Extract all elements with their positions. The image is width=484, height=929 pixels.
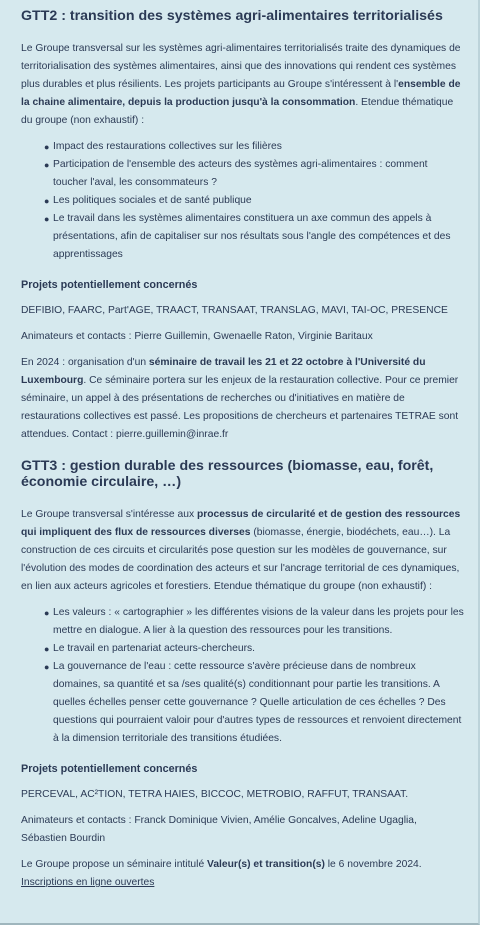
gtt2-section [0, 0, 478, 444]
list-item: ● Participation de l'ensemble des acteurs des systèmes agri-alimentaires : comment toucher l'aval, les consommateurs ? [53, 156, 464, 192]
list-item: ● Le travail en partenariat acteurs-chercheurs. [53, 640, 464, 658]
bullet-icon: ● [44, 662, 50, 672]
list-item: ● Le travail dans les systèmes alimentaires constituera un axe commun des appels à présentations, afin de capitaliser sur nos résultats sous l'angle des compétences et des apprentissages [53, 210, 464, 264]
gtt2-intro-text: Le Groupe transversal sur les systèmes agri-alimentaires territorialisés traite des dynamiques de territorialisation des systèmes alimentaires, ainsi que des innovations qui rendent ces systèmes plus durables et plus résilients. Les projets participants au Groupe s'intéressent à l' [21, 43, 461, 90]
gtt2-contacts: Animateurs et contacts : Pierre Guillemin, Gwenaelle Raton, Virginie Baritaux [21, 331, 373, 342]
list-item: ● La gouvernance de l'eau : cette ressource s'avère précieuse dans de nombreux domaines, sa quantité et sa /ses qualité(s) conditionnant pour partie les transitions. A quelles échelles penser cette gouvernance ? Quelle articulation de ces échelles ? Des questions qui pourraient valoir pour d'autres types de ressources et renvoient directement à la dimension territoriale des transitions étudiées. [53, 658, 464, 748]
bullet-icon: ● [44, 142, 50, 152]
gtt2-seminar-emphasis: séminaire de travail les 21 et 22 octobre à l'Université du Luxembourg [21, 357, 426, 386]
gtt2-topics-list [21, 138, 464, 264]
bullet-icon: ● [44, 608, 50, 618]
gtt3-seminar-emphasis: Valeur(s) et transition(s) [207, 859, 325, 870]
gtt3-contacts: Animateurs et contacts : Franck Dominique Vivien, Amélie Goncalves, Adeline Ugaglia, Sébastien Bourdin [21, 815, 417, 844]
gtt2-seminar: En 2024 : organisation d'un séminaire de travail les 21 et 22 octobre à l'Université du Luxembourg. Ce séminaire portera sur les enjeux de la restauration collective. Pour ce premier séminaire, un appel à des présentations de recherches ou d'initiatives en matière de restaurations collectives est passé. Les propositions de chercheurs et partenaires TETRAE sont attendues. Contact : pierre.guillemin@inrae.fr [21, 357, 459, 440]
gtt3-registration [21, 874, 464, 892]
gtt3-topics-list [21, 604, 464, 748]
gtt2-intro-emphasis: ensemble de la chaine alimentaire, depuis la production jusqu'à la consommation [21, 79, 461, 108]
bullet-icon: ● [44, 214, 50, 224]
list-item: ● Les valeurs : « cartographier » les différentes visions de la valeur dans les projets pour les mettre en dialogue. A lier à la question des ressources pour les transitions. [53, 604, 464, 640]
gtt3-projects-heading: Projets potentiellement concernés [21, 763, 198, 775]
gtt3-projects-list: PERCEVAL, AC²TION, TETRA HAIES, BICCOC, METROBIO, RAFFUT, TRANSAAT. [21, 789, 409, 800]
registration-link[interactable]: Inscriptions en ligne ouvertes [21, 877, 155, 888]
gtt3-title: GTT3 : gestion durable des ressources (biomasse, eau, forêt, économie circulaire, …) [21, 458, 434, 490]
list-item: ● Les politiques sociales et de santé publique [53, 192, 464, 210]
gtt2-intro [21, 40, 464, 130]
gtt3-intro: Le Groupe transversal s'intéresse aux processus de circularité et de gestion des ressources qui impliquent des flux de ressources diverses (biomasse, énergie, biodéchets, eau…). La construction de ces circuits et circularités pose question sur les modèles de gouvernance, sur l'évolution des modes de coordination des acteurs et sur l'ancrage territorial de ces dynamiques, en lien aux acteurs agricoles et forestiers. Etendue thématique du groupe (non exhaustif) : [21, 509, 461, 592]
list-item: ● Impact des restaurations collectives sur les filières [53, 138, 464, 156]
gtt2-title: GTT2 : transition des systèmes agri-alimentaires territorialisés [21, 8, 443, 24]
bullet-icon: ● [44, 196, 50, 206]
gtt3-seminar: Le Groupe propose un séminaire intitulé Valeur(s) et transition(s) le 6 novembre 2024. [21, 859, 422, 870]
gtt2-projects-heading: Projets potentiellement concernés [21, 279, 198, 291]
gtt3-section [0, 458, 478, 892]
gtt2-projects-list: DEFIBIO, FAARC, Part'AGE, TRAACT, TRANSAAT, TRANSLAG, MAVI, TAI-OC, PRESENCE [21, 305, 448, 316]
gtt3-intro-emphasis: processus de circularité et de gestion des ressources qui impliquent des flux de ressources diverses [21, 509, 461, 538]
bullet-icon: ● [44, 644, 50, 654]
gtt2-intro-text-end: . Etendue thématique du groupe (non exhaustif) : [21, 97, 454, 126]
bullet-icon: ● [44, 160, 50, 170]
